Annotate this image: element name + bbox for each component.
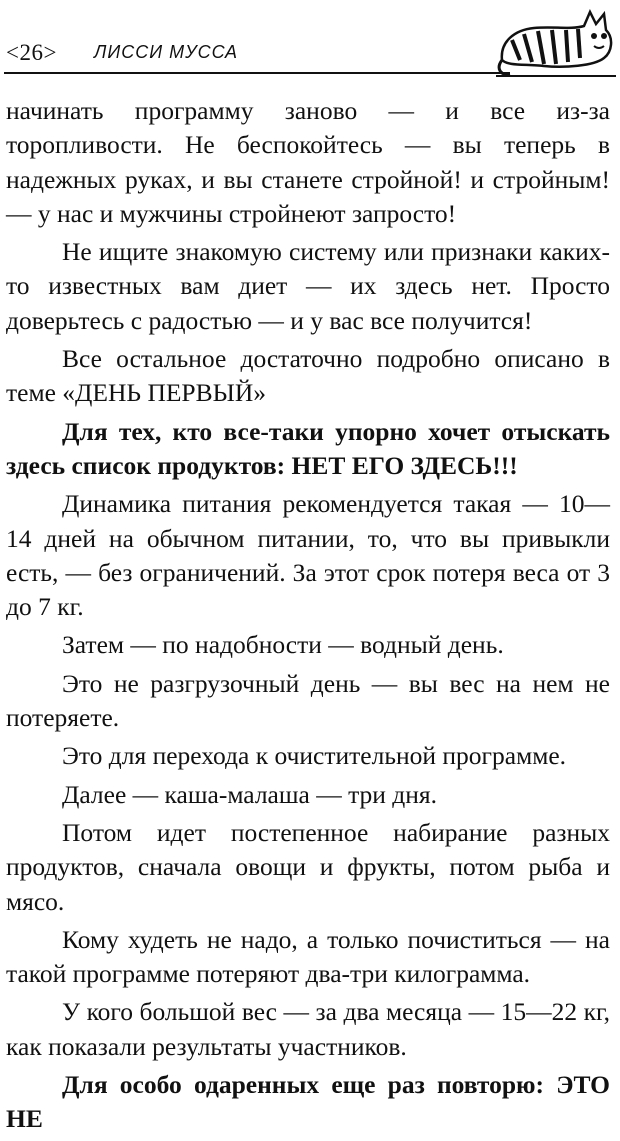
paragraph: Это для перехода к очистительной программе. xyxy=(62,741,567,771)
paragraph: Кому худеть не надо, а только почиститься — на такой программе потеряют два-три килограмма. xyxy=(6,924,610,989)
bold-paragraph: Для тех, кто все-таки упорно хочет отыскать здесь список продуктов: НЕТ ЕГО ЗДЕСЬ!!! xyxy=(6,416,610,480)
paragraph: У кого большой вес — за два месяца — 15—22 кг, как показали результаты участников. xyxy=(6,997,610,1061)
paragraph: Динамика питания рекомендуется такая — 10—14 дней на обычном питании, то, что вы привыкли есть, — без ограничений. За этот срок потеря веса от 3 до 7 кг. xyxy=(6,489,610,622)
paragraph: Далее — каша-малаша — три дня. xyxy=(62,779,438,809)
paragraph: Не ищите знакомую систему или признаки каких-то известных вам диет — их здесь нет. Просто доверьтесь с радостью — и у вас все получится! xyxy=(6,237,610,335)
paragraph: Это не разгрузочный день — вы вес на нем не потеряете. xyxy=(6,668,610,733)
paragraph: Все остальное достаточно подробно описано в теме «ДЕНЬ ПЕРВЫЙ» xyxy=(6,344,610,408)
paragraph: Потом идет постепенное набирание разных продуктов, сначала овощи и фрукты, потом рыба и мясо. xyxy=(6,817,610,916)
body-text xyxy=(6,94,610,1141)
page-number: <26> xyxy=(6,40,57,65)
bold-paragraph: Для особо одаренных еще раз повторю: ЭТО НЕ xyxy=(6,1070,610,1134)
running-title: ЛИССИ МУССА xyxy=(94,42,238,62)
header-rule xyxy=(4,72,510,74)
paragraph: начинать программу заново — и все из-за торопливости. Не беспокойтесь — вы теперь в надежных руках, и вы станете стройной! и стройным! — у нас и мужчины стройнеют запросто! xyxy=(6,96,610,228)
cat-illustration-icon xyxy=(494,2,618,78)
page-header xyxy=(6,38,506,74)
paragraph: Затем — по надобности — водный день. xyxy=(62,630,504,660)
